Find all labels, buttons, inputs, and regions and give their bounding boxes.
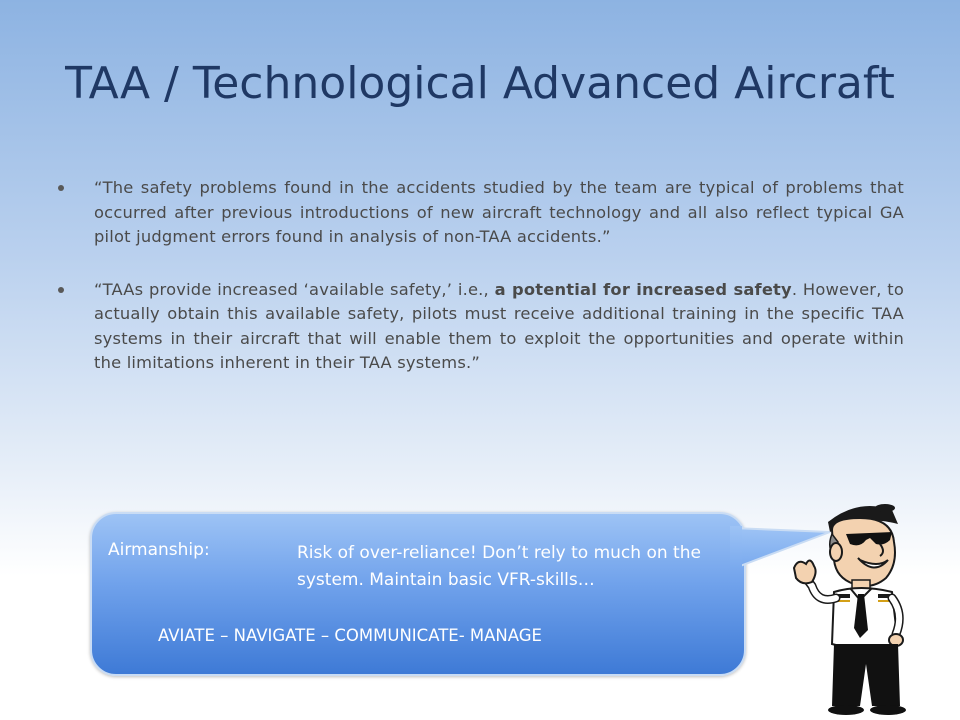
bullet-text-part: “TAAs provide increased ‘available safety,’ i.e.,: [94, 279, 495, 299]
bullet-text-part: “The safety problems found in the accidents studied by the team are typical of problems that occurred after previous introductions of new aircraft technology and all also reflect typical GA pilot judgment errors found in analysis of non-TAA accidents.”: [94, 178, 904, 246]
cartoon-pilot-icon: [788, 494, 938, 716]
slide-title: TAA / Technological Advanced Aircraft: [65, 58, 895, 109]
bullet-item: [58, 176, 904, 250]
callout-message: Risk of over-reliance! Don’t rely to much on the system. Maintain basic VFR-skills…: [297, 543, 701, 590]
bullet-dot-icon: [58, 287, 64, 293]
bullet-list: [58, 176, 904, 404]
callout-label: Airmanship:: [108, 540, 210, 560]
bullet-text: [94, 176, 904, 250]
bullet-text-part: . However, to actually obtain this available safety, pilots must receive additional training in the specific TAA systems in their aircraft that will enable them to exploit the opportunities and operate within the limitations inherent in their TAA systems.”: [94, 279, 904, 372]
bullet-text: [94, 278, 904, 376]
speech-bubble: [90, 512, 746, 676]
callout-motto: AVIATE – NAVIGATE – COMMUNICATE- MANAGE: [158, 626, 542, 645]
bullet-text-bold: a potential for increased safety: [494, 279, 792, 299]
bullet-dot-icon: [58, 185, 64, 191]
bullet-item: [58, 278, 904, 376]
